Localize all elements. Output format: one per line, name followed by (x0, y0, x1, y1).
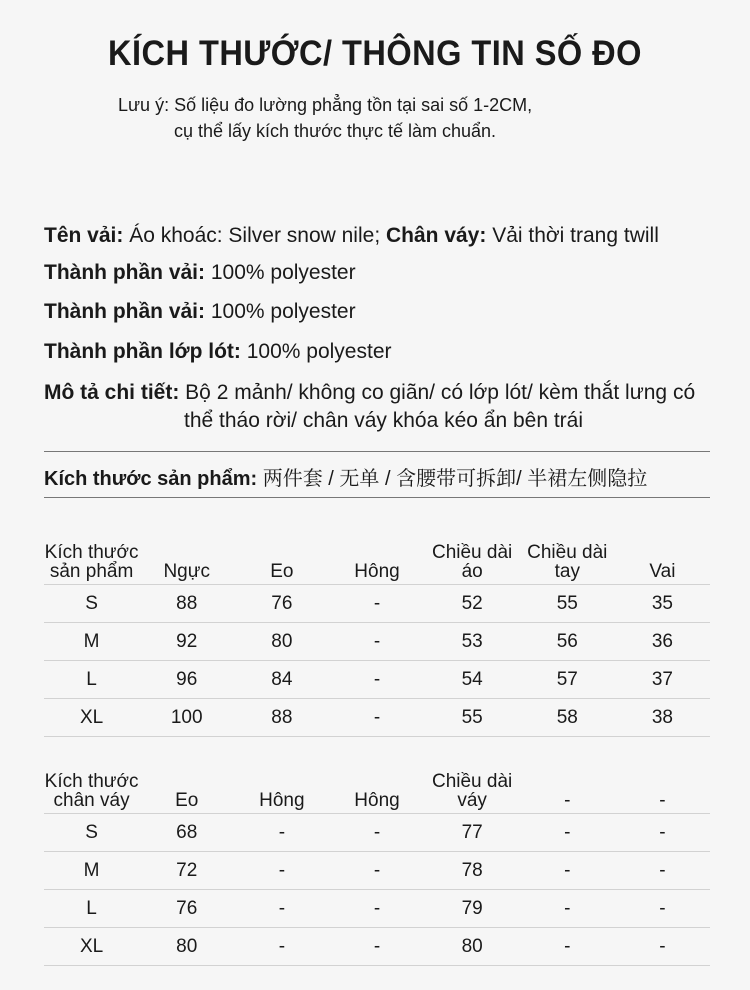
table-cell: 55 (425, 699, 520, 737)
table-cell: - (329, 814, 424, 852)
table-cell: S (44, 585, 139, 623)
table-cell: - (329, 928, 424, 966)
divider (44, 451, 710, 452)
size-heading-value: 两件套 / 无单 / 含腰带可拆卸/ 半裙左侧隐拉 (257, 468, 648, 490)
column-header-line: Vai (649, 561, 676, 582)
table-cell: - (520, 852, 615, 890)
column-header-line: váy (457, 790, 487, 811)
spec-fabric-composition-2 (44, 298, 356, 326)
table-cell: - (520, 814, 615, 852)
divider (44, 497, 710, 498)
table-cell: 84 (234, 661, 329, 699)
table-cell: 53 (425, 623, 520, 661)
table-cell: - (234, 814, 329, 852)
column-header (139, 764, 234, 814)
page-title: KÍCH THƯỚC/ THÔNG TIN SỐ ĐO (108, 34, 642, 73)
table-cell: M (44, 852, 139, 890)
spec-value: 100% polyester (205, 261, 356, 284)
table-cell: - (329, 699, 424, 737)
column-header (44, 764, 139, 814)
column-header-line: Kích thước (44, 542, 139, 563)
table-cell: XL (44, 928, 139, 966)
table-cell: 56 (520, 623, 615, 661)
spec-value: Vải thời trang twill (486, 224, 659, 247)
note-line-1: Lưu ý: Số liệu đo lường phẳng tồn tại sai số 1-2CM, (118, 95, 533, 115)
spec-label: Thành phần vải: (44, 261, 206, 284)
table-cell: 80 (234, 623, 329, 661)
table-cell: 80 (139, 928, 234, 966)
column-header-line: chân váy (53, 790, 130, 811)
column-header-line: Kích thước (44, 771, 139, 792)
table-cell: 52 (425, 585, 520, 623)
table-row (44, 585, 710, 623)
column-header (329, 764, 424, 814)
table-cell: - (329, 623, 424, 661)
table-cell: 78 (425, 852, 520, 890)
jacket-size-table (44, 535, 710, 737)
spec-description (44, 379, 695, 435)
spec-value-continued: thể tháo rời/ chân váy khóa kéo ẩn bên trái (184, 409, 584, 432)
table-cell: 92 (139, 623, 234, 661)
column-header (615, 764, 710, 814)
table-cell: S (44, 814, 139, 852)
column-header-line: Eo (175, 790, 199, 811)
table-cell: - (520, 928, 615, 966)
table-header-row (44, 535, 710, 585)
column-header-line: áo (461, 561, 483, 582)
column-header (520, 764, 615, 814)
column-header-line: Hông (354, 790, 400, 811)
table-row (44, 852, 710, 890)
table-cell: 80 (425, 928, 520, 966)
column-header-line: Ngực (163, 561, 210, 582)
table-row (44, 928, 710, 966)
table-row (44, 814, 710, 852)
spec-value: Áo khoác: Silver snow nile; (123, 224, 386, 247)
table-cell: 100 (139, 699, 234, 737)
table-cell: 88 (234, 699, 329, 737)
column-header (329, 535, 424, 585)
spec-fabric-name (44, 222, 659, 250)
table-cell: - (234, 890, 329, 928)
table-cell: - (615, 890, 710, 928)
spec-fabric-composition (44, 259, 356, 287)
table-cell: XL (44, 699, 139, 737)
column-header (520, 535, 615, 585)
column-header (234, 535, 329, 585)
column-header-line: Chiều dài (431, 542, 513, 563)
table-cell: - (329, 661, 424, 699)
table-cell: L (44, 890, 139, 928)
table-cell: 55 (520, 585, 615, 623)
table-cell: 76 (139, 890, 234, 928)
table-header-row (44, 764, 710, 814)
spec-label: Thành phần vải: (44, 300, 206, 323)
spec-label: Mô tả chi tiết: (44, 381, 180, 404)
column-header (234, 764, 329, 814)
column-header-line: - (659, 790, 666, 811)
table-cell: 36 (615, 623, 710, 661)
spec-value: Bộ 2 mảnh/ không co giãn/ có lớp lót/ kèm thắt lưng có (179, 381, 696, 404)
table-cell: 96 (139, 661, 234, 699)
spec-label: Tên vải: (44, 224, 124, 247)
note-line-2: cụ thể lấy kích thước thực tế làm chuẩn. (174, 121, 497, 141)
table-row (44, 890, 710, 928)
column-header-line: sản phẩm (49, 561, 134, 582)
table-cell: - (615, 814, 710, 852)
measurement-note (118, 92, 532, 144)
table-cell: 79 (425, 890, 520, 928)
column-header-line: Hông (259, 790, 305, 811)
skirt-size-table (44, 764, 710, 966)
column-header-line: Eo (270, 561, 294, 582)
column-header (425, 764, 520, 814)
column-header (615, 535, 710, 585)
spec-label: Chân váy: (385, 224, 487, 247)
table-cell: - (234, 928, 329, 966)
table-row (44, 699, 710, 737)
table-cell: 54 (425, 661, 520, 699)
size-heading (44, 462, 647, 491)
column-header-line: Hông (354, 561, 400, 582)
table-cell: 77 (425, 814, 520, 852)
table-cell: M (44, 623, 139, 661)
table-cell: - (615, 928, 710, 966)
table-cell: - (329, 852, 424, 890)
column-header-line: tay (554, 561, 580, 582)
table-cell: 38 (615, 699, 710, 737)
table-cell: 76 (234, 585, 329, 623)
table-cell: - (234, 852, 329, 890)
table-cell: 37 (615, 661, 710, 699)
table-cell: - (329, 890, 424, 928)
table-row (44, 623, 710, 661)
spec-value: 100% polyester (240, 340, 392, 363)
column-header (139, 535, 234, 585)
table-cell: - (520, 890, 615, 928)
table-row (44, 661, 710, 699)
table-cell: 68 (139, 814, 234, 852)
table-cell: 35 (615, 585, 710, 623)
table-cell: - (615, 852, 710, 890)
column-header (425, 535, 520, 585)
spec-lining-composition (44, 338, 392, 366)
column-header-line: Chiều dài (527, 542, 608, 563)
table-cell: 57 (520, 661, 615, 699)
table-cell: 72 (139, 852, 234, 890)
column-header-line: Chiều dài (431, 771, 513, 792)
table-cell: 88 (139, 585, 234, 623)
table-cell: - (329, 585, 424, 623)
table-cell: 58 (520, 699, 615, 737)
spec-label: Thành phần lớp lót: (44, 340, 241, 363)
spec-value: 100% polyester (205, 300, 356, 323)
column-header-line: - (564, 790, 571, 811)
size-heading-label: Kích thước sản phẩm: (44, 468, 258, 490)
table-cell: L (44, 661, 139, 699)
column-header (44, 535, 139, 585)
